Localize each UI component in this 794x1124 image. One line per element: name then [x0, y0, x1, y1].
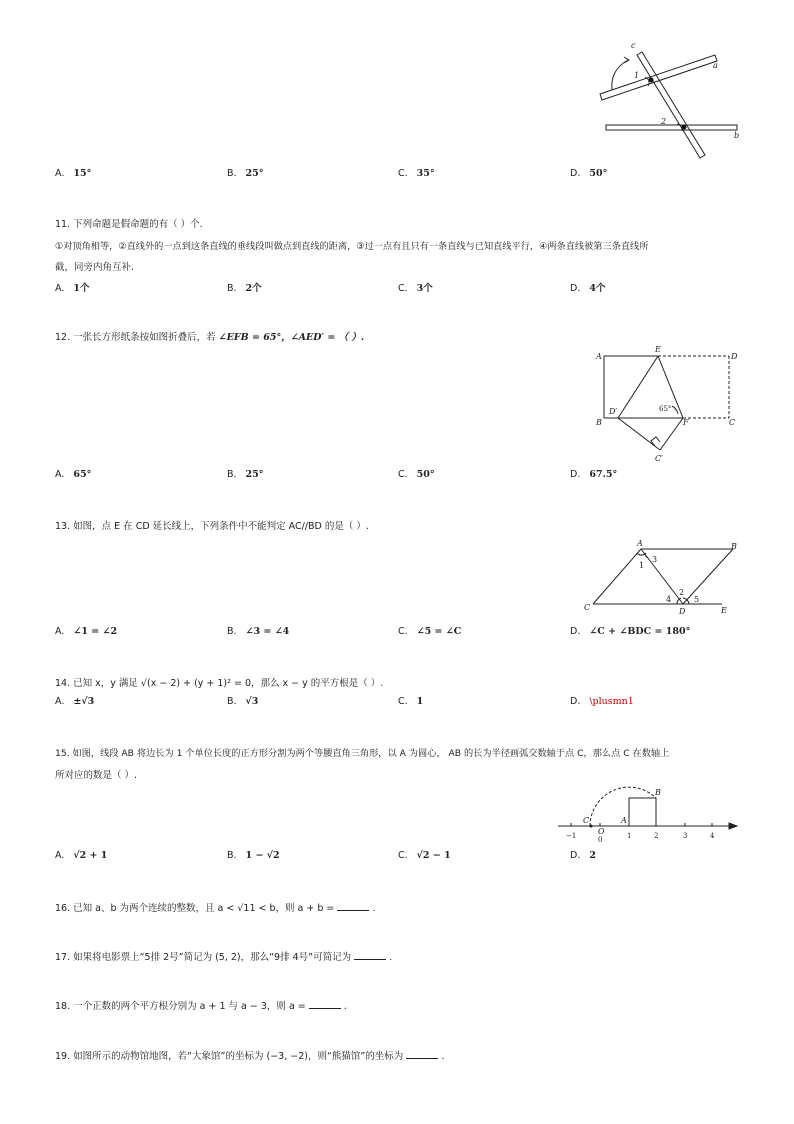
- q12-label-A: A: [596, 352, 602, 361]
- q13-label-C: C: [584, 603, 591, 612]
- option-label: C.: [398, 626, 408, 637]
- q17-end: .: [389, 952, 393, 963]
- q12-label-C: C: [729, 418, 736, 427]
- q19-text: 19. 如图所示的动物馆地图，若“大象馆”的坐标为 (−3, −2)，则“熊猫馆”的坐标为: [55, 1051, 407, 1062]
- option-value: 50°: [416, 469, 435, 480]
- option-value: 25°: [245, 469, 264, 480]
- q17: [55, 949, 392, 963]
- q12-label-E: E: [655, 345, 661, 354]
- q15-tick-4: 4: [710, 832, 715, 840]
- q13-label-D: D: [679, 607, 686, 616]
- option-value: 4个: [589, 283, 606, 294]
- q16-text: 16. 已知 a、b 为两个连续的整数，且 a < √11 < b，则 a + b =: [55, 903, 338, 914]
- option-value: √2 + 1: [73, 850, 108, 861]
- option-label: A.: [55, 469, 65, 480]
- option-label: D.: [570, 696, 581, 707]
- option-label: A.: [55, 850, 65, 861]
- q10-label-2: 2: [661, 117, 667, 126]
- q10-label-1: 1: [634, 71, 640, 80]
- q18-end: .: [343, 1001, 347, 1012]
- option-label: A.: [55, 283, 65, 294]
- option-label: A.: [55, 626, 65, 637]
- q15-label-C: C: [583, 816, 590, 825]
- q19-answer-blank[interactable]: [406, 1048, 438, 1059]
- q15-tick-2: 2: [654, 832, 659, 840]
- q19: [55, 1048, 444, 1062]
- option-value: 15°: [73, 168, 92, 179]
- q15-line2: 所对应的数是（ ）.: [55, 770, 138, 781]
- q15-label-A: A: [621, 816, 627, 825]
- q12-condition: ∠EFB = 65°，∠AED′ = （ ）.: [218, 332, 365, 343]
- option-value: ∠3 = ∠4: [245, 626, 290, 637]
- q19-end: .: [441, 1051, 445, 1062]
- q18-text: 18. 一个正数的两个平方根分别为 a + 1 与 a − 3，则 a =: [55, 1001, 309, 1012]
- option-label: A.: [55, 168, 65, 179]
- option-value: ∠5 = ∠C: [416, 626, 462, 637]
- q12-angle-label: 65°: [659, 405, 672, 413]
- option-label: C.: [398, 168, 408, 179]
- q13-label-2: 2: [679, 588, 685, 597]
- option-value: 35°: [416, 168, 435, 179]
- q15-tick-3: 3: [683, 832, 688, 840]
- option-label: B.: [227, 168, 237, 179]
- option-label: D.: [570, 850, 581, 861]
- q15-label-B: B: [655, 788, 661, 797]
- option-label: C.: [398, 469, 408, 480]
- q18: [55, 998, 347, 1012]
- option-value: \plusmn1: [589, 696, 634, 707]
- q13-label-3: 3: [652, 555, 658, 564]
- option-label: B.: [227, 696, 237, 707]
- q13-label-1: 1: [639, 561, 645, 570]
- q15-option-a[interactable]: [55, 850, 107, 861]
- q12-label-D: D: [731, 352, 738, 361]
- q16-end: .: [372, 903, 376, 914]
- option-label: D.: [570, 626, 581, 637]
- q10-label-a: a: [713, 61, 718, 70]
- q15-tick-1: 1: [627, 832, 632, 840]
- q15-option-d[interactable]: [570, 850, 596, 861]
- option-value: 67.5°: [589, 469, 618, 480]
- q13-label-5: 5: [694, 595, 700, 604]
- q11-body-line1: ①对顶角相等，②直线外的一点到这条直线的垂线段叫做点到直线的距离，③过一点有且只有一条直线与已知直线平行，④两条直线被第三条直线所: [55, 241, 649, 252]
- option-label: D.: [570, 283, 581, 294]
- option-value: 1 − √2: [245, 850, 280, 861]
- option-value: ∠1 = ∠2: [73, 626, 118, 637]
- option-value: 1: [416, 696, 424, 707]
- q17-answer-blank[interactable]: [354, 949, 386, 960]
- option-value: 2: [589, 850, 596, 861]
- option-label: C.: [398, 283, 408, 294]
- q15-tick-m1: −1: [566, 832, 577, 840]
- option-value: 50°: [589, 168, 608, 179]
- option-value: 1个: [73, 283, 90, 294]
- option-value: ±√3: [73, 696, 95, 707]
- q12-label-B: B: [596, 418, 602, 427]
- q13-title: 13. 如图，点 E 在 CD 延长线上，下列条件中不能判定 AC//BD 的是（ ）.: [55, 521, 369, 532]
- option-value: ∠C + ∠BDC = 180°: [589, 626, 691, 637]
- option-label: D.: [570, 469, 581, 480]
- option-label: B.: [227, 283, 237, 294]
- q15-label-O: O: [598, 827, 605, 836]
- option-value: 65°: [73, 469, 92, 480]
- q10-label-b: b: [734, 131, 740, 140]
- q13-label-E: E: [721, 606, 727, 615]
- q12-label-Cp: C′: [655, 454, 663, 463]
- q10-label-c: c: [631, 41, 636, 50]
- q12-label-F: F: [683, 418, 689, 427]
- option-value: √3: [245, 696, 259, 707]
- q12-label-Dp: D′: [609, 407, 618, 416]
- option-value: 25°: [245, 168, 264, 179]
- option-label: C.: [398, 850, 408, 861]
- q17-text: 17. 如果将电影票上“5排 2号”简记为 (5, 2)，那么“9排 4号”可简记为: [55, 952, 355, 963]
- option-label: D.: [570, 168, 581, 179]
- option-value: √2 − 1: [416, 850, 451, 861]
- q13-label-A: A: [637, 539, 643, 548]
- q13-label-4: 4: [666, 595, 672, 604]
- option-label: B.: [227, 850, 237, 861]
- q15-line1: 15. 如图，线段 AB 将边长为 1 个单位长度的正方形分割为两个等腰直角三角形，以 A 为圆心， AB 的长为半径画弧交数轴于点 C，那么点 C 在数轴上: [55, 748, 670, 759]
- q15-option-c[interactable]: [398, 850, 451, 861]
- q13-label-B: B: [731, 542, 737, 551]
- option-label: A.: [55, 696, 65, 707]
- q15-tick-0: 0: [598, 836, 603, 844]
- q16: [55, 900, 375, 914]
- q11-body-line2: 截，同旁内角互补.: [55, 262, 135, 273]
- option-value: 3个: [416, 283, 433, 294]
- option-value: 2个: [245, 283, 262, 294]
- q18-answer-blank[interactable]: [309, 998, 341, 1009]
- q11-title: 11. 下列命题是假命题的有（ ）个.: [55, 219, 203, 230]
- q15-option-b[interactable]: [227, 850, 280, 861]
- option-label: B.: [227, 626, 237, 637]
- q16-answer-blank[interactable]: [337, 900, 369, 911]
- q12-title-prefix: 12. 一张长方形纸条按如图折叠后，若: [55, 332, 216, 343]
- option-label: B.: [227, 469, 237, 480]
- option-label: C.: [398, 696, 408, 707]
- q14-title: 14. 已知 x，y 满足 √(x − 2) + (y + 1)² = 0，那么 x − y 的平方根是（ ）.: [55, 678, 384, 689]
